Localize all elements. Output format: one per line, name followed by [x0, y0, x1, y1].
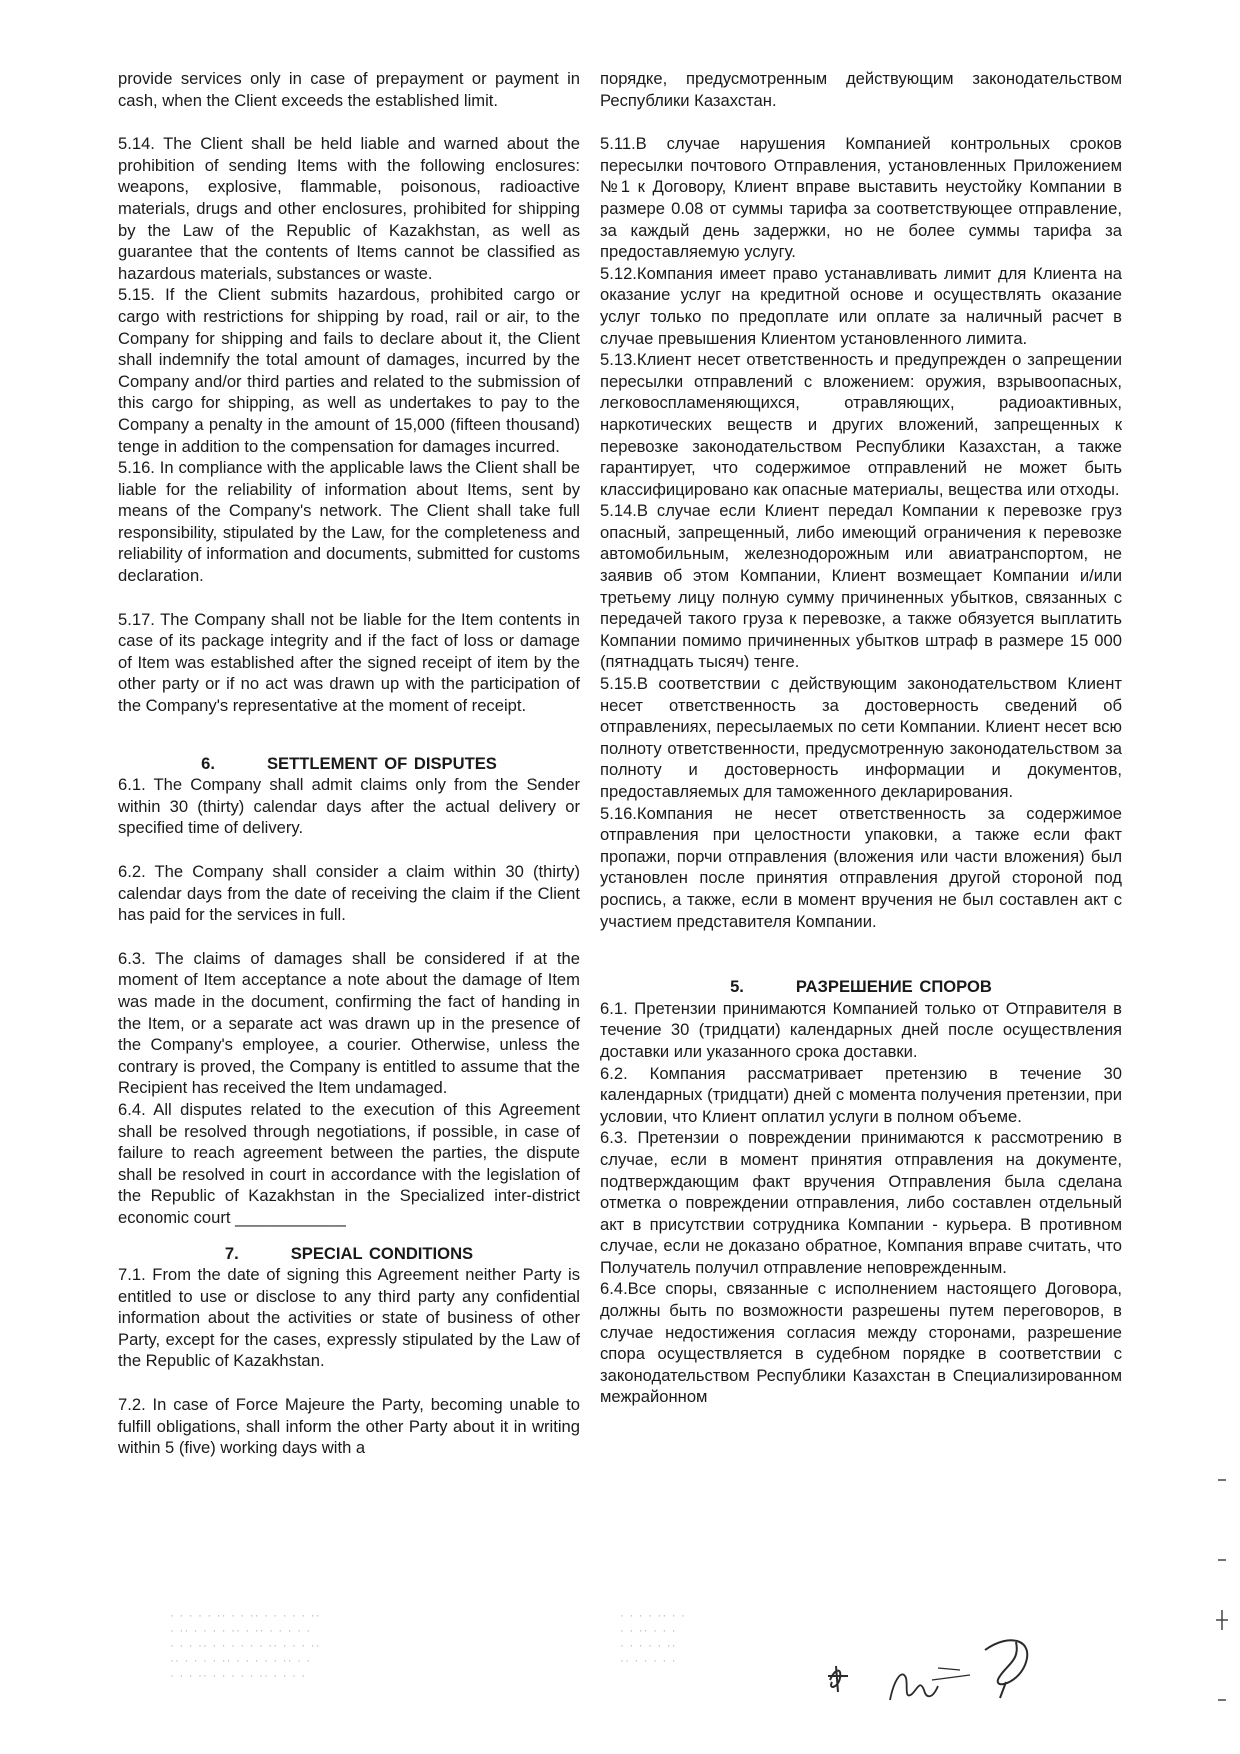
en-clause-5-17: 5.17. The Company shall not be liable for the Item contents in case of its package integrity and if the fact of loss or damage of Item was established after the signed receipt of item by the other party or if no act was drawn up with the participation of the Company's representative at the moment of receipt.: [118, 609, 580, 716]
ru-clause-6-4: 6.4.Все споры, связанные с исполнением настоящего Договора, должны быть по возможности разрешены путем переговоров, в случае недостижения согласия между сторонами, разрешение спора осуществляется в судебном порядке в соответствии с законодательством Республики Казахстан в Специализированном межрайонном: [600, 1279, 1122, 1407]
en-section-7-number: 7.: [224, 1243, 239, 1263]
en-clause-6-2: 6.2. The Company shall consider a claim within 30 (thirty) calendar days from the date of receiving the claim if the Client has paid for the services in full.: [118, 862, 580, 925]
ru-section-5-number: 5.: [730, 977, 744, 997]
en-clause-5-15: 5.15. If the Client submits hazardous, prohibited cargo or cargo with restrictions for shipping by road, rail or air, to the Company for shipping and fails to declare about it, the Client shall indemnify the total amount of damages, incurred by the Company and/or third parties and related to the submission of this cargo for shipping, as well as undertakes to pay to the Company a penalty in the amount of 15,000 (fifteen thousand) tenge in addition to the compensation for damages incurred.: [118, 285, 580, 456]
ru-clause-6-1: 6.1. Претензии принимаются Компанией только от Отправителя в течение 30 (тридцати) календарных дней после осуществления доставки или указанного срока доставки.: [600, 998, 1122, 1061]
en-section-6-title: SETTLEMENT OF DISPUTES: [266, 753, 497, 773]
ru-clause-6-3: 6.3. Претензии о повреждении принимаются к рассмотрению в случае, если в момент принятия отправления на документе, подтверждающим факт вручения Отправления была сделана отметка о повреждении отправления, либо составлен отдельный акт в присутствии сотрудника Компании - курьера. В противном случае, если не доказано обратное, Компания вправе считать, что Получатель получил отправление неповрежденным.: [600, 1128, 1122, 1277]
en-clause-5-14: 5.14. The Client shall be held liable and warned about the prohibition of sending Items with the following enclosures: weapons, explosive, flammable, poisonous, radioactive materials, drugs and other enclosures, prohibited for shipping by the Law of the Republic of Kazakhstan, as well as guarantee that the contents of Items cannot be classified as hazardous materials, substances or waste.: [118, 134, 580, 283]
en-clause-6-1: 6.1. The Company shall admit claims only from the Sender within 30 (thirty) calendar days after the actual delivery or specified time of delivery.: [118, 775, 580, 838]
bleed-through-noise-left: · · · · · ·· · · ·· · · · · · ·· · ·· · · · · ·· · ·· · · · · · · · · ·· · · · · · · ·· · · · ·· ·· · · · · ·· · · · · · ·· · · · · · ·· · · · · · ·· · · · ·: [170, 1608, 321, 1682]
en-section-7-title: SPECIAL CONDITIONS: [290, 1243, 474, 1263]
bleed-through-noise-right: · · · · ·· · · · · ·· · · · · · · · · ·· ·· · · · · ·: [620, 1608, 686, 1667]
ru-intro-paragraph: порядке, предусмотренным действующим законодательством Республики Казахстан.: [600, 69, 1122, 110]
en-clause-5-16: 5.16. In compliance with the applicable laws the Client shall be liable for the reliability of information about Items, sent by means of the Company's network. The Client shall take full responsibility, stipulated by the Law, for the completeness and reliability of information and documents, submitted for customs declaration.: [118, 458, 580, 586]
en-clause-6-4: 6.4. All disputes related to the execution of this Agreement shall be resolved through negotiations, if possible, in case of failure to reach agreement between the parties, the dispute shall be resolved in court in accordance with the legislation of the Republic of Kazakhstan in the Specialized inter-district economic court ____________: [118, 1099, 580, 1227]
ru-clause-5-14: 5.14.В случае если Клиент передал Компании к перевозке груз опасный, запрещенный, либо имеющий ограничения к перевозке автомобильным, железнодорожным или авиатранспортом, не заявив об этом Компании, Клиент возмещает Компании и/или третьему лицу полную сумму причиненных убытков, связанных с передачей такого груза к перевозке, а также обязуется выплатить Компании помимо причиненных убытков штраф в размере 15 000 (пятнадцать тысяч) тенге.: [600, 501, 1122, 672]
binding-marks-icon: [1212, 1470, 1232, 1730]
handwritten-signature-icon: [820, 1620, 1050, 1720]
ru-clause-5-16: 5.16.Компания не несет ответственность за содержимое отправления при целостности упаковки, а также если факт пропажи, порчи отправления (вложения или части вложения) был установлен после принятия отправления другой стороной под роспись, а также, если в момент вручения не был составлен акт с участием представителя Компании.: [600, 803, 1122, 931]
ru-section-5-title: РАЗРЕШЕНИЕ СПОРОВ: [795, 977, 992, 997]
en-section-6-heading: [118, 753, 580, 775]
en-section-7-heading: [118, 1243, 580, 1265]
russian-column: [600, 68, 1122, 1408]
ru-clause-5-15: 5.15.В соответствии с действующим законодательством Клиент несет ответственность за достоверность сведений об отправлениях, пересылаемых по сети Компании. Клиент несет всю полноту ответственности, предусмотренную законодательством за полноту и достоверность информации и документов, предоставляемых для таможенного декларирования.: [600, 674, 1122, 801]
en-clause-6-3: 6.3. The claims of damages shall be considered if at the moment of Item acceptance a note about the damage of Item was made in the document, confirming the fact of handing in the Item, or a separate act was drawn up in the presence of the Company's employee, a courier. Otherwise, unless the contrary is proved, the Company is entitled to assume that the Recipient has received the Item undamaged.: [118, 948, 580, 1098]
ru-section-5-heading: [600, 976, 1122, 998]
english-column: [118, 68, 580, 1459]
en-clause-7-2: 7.2. In case of Force Majeure the Party, becoming unable to fulfill obligations, shall inform the other Party about it in writing within 5 (five) working days with a: [118, 1395, 580, 1458]
ru-clause-5-12: 5.12.Компания имеет право устанавливать лимит для Клиента на оказание услуг на кредитной основе и осуществлять оказание услуг только по предоплате или оплате за наличный расчет в случае превышения Клиентом установленного лимита.: [600, 263, 1122, 348]
ru-clause-6-2: 6.2. Компания рассматривает претензию в течение 30 календарных (тридцати) дней с момента получения претензии, при условии, что Клиент оплатил услуги в полном объеме.: [600, 1063, 1122, 1126]
ru-clause-5-11: 5.11.В случае нарушения Компанией контрольных сроков пересылки почтового Отправления, установленных Приложением №1 к Договору, Клиент вправе выставить неустойку Компании в размере 0.08 от суммы тарифа за соответствующее отправление, за каждый день задержки, но не более суммы тарифа за предоставляемую услугу.: [600, 134, 1122, 262]
en-section-6-number: 6.: [201, 753, 215, 773]
en-clause-7-1: 7.1. From the date of signing this Agreement neither Party is entitled to use or disclose to any third party any confidential information about the activities or state of business of other Party, except for the cases, expressly stipulated by the Law of the Republic of Kazakhstan.: [118, 1265, 580, 1371]
en-intro-paragraph: provide services only in case of prepayment or payment in cash, when the Client exceeds the established limit.: [118, 69, 580, 110]
ru-clause-5-13: 5.13.Клиент несет ответственность и предупрежден о запрещении пересылки отправлений с вложением: оружия, взрывоопасных, легковоспламеняющихся, отравляющих, радиоактивных, наркотических веществ и других вложений, запрещенных к перевозке законодательством Республики Казахстан, а также гарантирует, что содержимое отправлений не может быть классифицировано как опасные материалы, вещества или отходы.: [600, 350, 1122, 499]
